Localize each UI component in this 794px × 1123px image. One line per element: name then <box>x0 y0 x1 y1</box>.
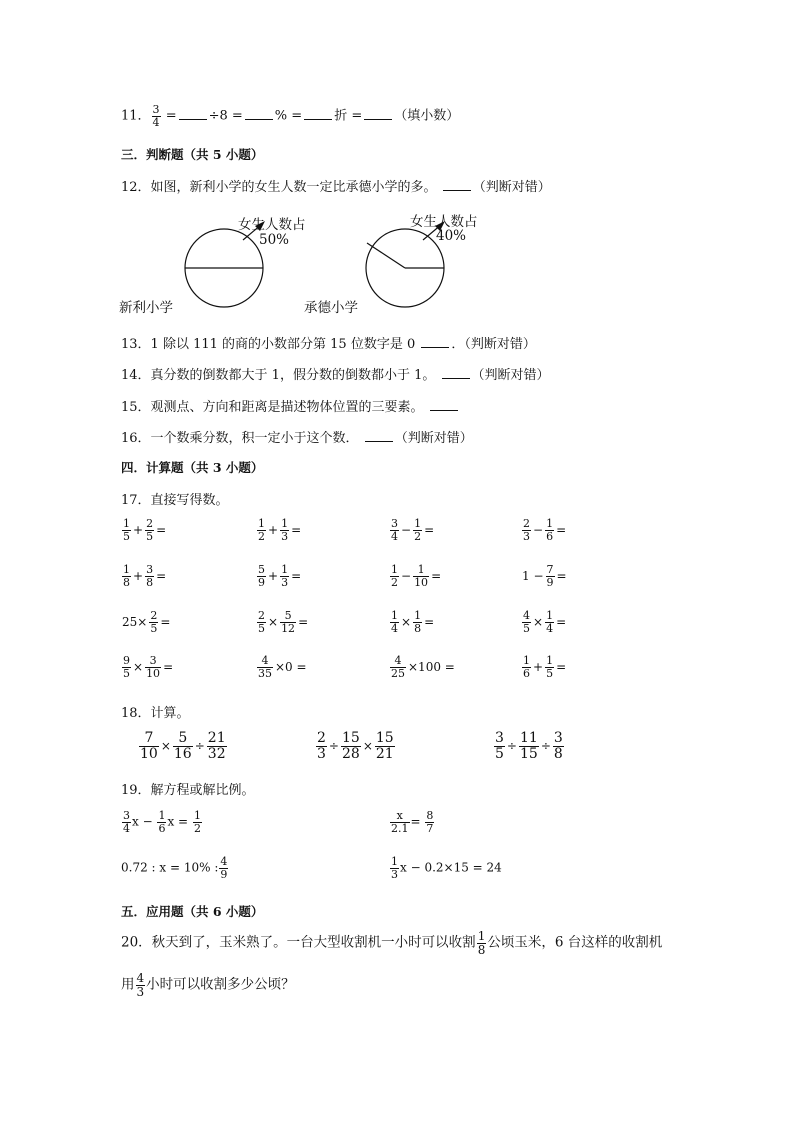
question-12: 12．如图，新利小学的女生人数一定比承德小学的多。 （判断对错） <box>121 180 551 195</box>
answer-blank <box>364 109 392 120</box>
fraction: $\frac{1}{6}$ <box>523 654 530 680</box>
fraction: $\frac{1}{3}$ <box>281 517 289 543</box>
answer-blank <box>304 109 332 120</box>
fraction: $\frac{21}{32}$ <box>207 730 226 763</box>
fraction: $\frac{7}{9}$ <box>546 563 554 589</box>
fraction: $\frac{11}{15}$ <box>519 730 538 763</box>
question-17: 17．直接写得数。 <box>121 493 229 508</box>
calc-item: $\frac{2}{5}$ × $\frac{5}{12}$ = <box>258 609 309 635</box>
fraction: $\frac{9}{5}$ <box>123 654 130 680</box>
pie2-label: 女生人数占 <box>410 214 478 230</box>
fraction: $\frac{1}{5}$ <box>546 654 554 680</box>
fraction: $\frac{2}{3}$ <box>523 517 530 543</box>
equation-b: $\frac{x}{2.1}$ = $\frac{8}{7}$ <box>391 809 434 835</box>
fraction: $\frac{1}{2}$ <box>414 517 422 543</box>
pie1-label: 女生人数占 <box>238 217 306 233</box>
question-14: 14．真分数的倒数都大于 1，假分数的倒数都小于 1。 （判断对错） <box>121 368 550 383</box>
equation-a: $\frac{3}{4}$ x − $\frac{1}{6}$ x = $\frac{1}{2}$ <box>123 809 201 835</box>
pie1-percent: 50% <box>259 232 290 248</box>
calc-item: $\frac{1}{2}$ + $\frac{1}{3}$ = <box>258 517 302 543</box>
answer-blank <box>179 109 207 120</box>
section-heading-5: 五．应用题（共 6 小题） <box>121 904 264 919</box>
calc-item: 1 − $\frac{7}{9}$ = <box>522 563 567 589</box>
fraction: $\frac{4}{5}$ <box>523 609 530 635</box>
calc-item: $\frac{1}{2}$ − $\frac{1}{10}$ = <box>391 563 442 589</box>
fraction: $\frac{1}{6}$ <box>546 517 554 543</box>
fraction: $\frac{1}{2}$ <box>391 563 398 589</box>
calc-item: 25× $\frac{2}{5}$ = <box>122 609 171 635</box>
fraction: $\frac{3}{5}$ <box>495 730 504 763</box>
calc-item: $\frac{5}{9}$ + $\frac{1}{3}$ = <box>258 563 302 589</box>
fraction: $\frac{3}{4}$ <box>152 103 160 129</box>
fraction: $\frac{3}{10}$ <box>146 654 161 680</box>
fraction: $\frac{3}{8}$ <box>553 730 563 763</box>
calc-expression-3: $\frac{3}{5}$ ÷ $\frac{11}{15}$ ÷ $\frac{3}{8}$ <box>495 730 563 763</box>
question-11: 11． $\frac{3}{4}$ = ÷8 = % = 折 = （填小数） <box>121 103 460 129</box>
fraction: $\frac{3}{8}$ <box>146 563 154 589</box>
fraction: $\frac{5}{9}$ <box>258 563 265 589</box>
fraction: $\frac{4}{35}$ <box>258 654 272 680</box>
equation-d: $\frac{1}{3}$ x − 0.2×15 = 24 <box>391 855 502 881</box>
fraction: $\frac{2}{3}$ <box>317 730 326 763</box>
fraction: $\frac{3}{4}$ <box>391 517 398 543</box>
calc-item: $\frac{4}{5}$ × $\frac{1}{4}$ = <box>523 609 567 635</box>
equation-c: 0.72 : x = 10% : $\frac{4}{9}$ <box>121 855 228 881</box>
calc-item: $\frac{1}{4}$ × $\frac{1}{8}$ = <box>391 609 435 635</box>
fraction: $\frac{1}{10}$ <box>414 563 429 589</box>
fraction: $\frac{7}{10}$ <box>140 730 158 763</box>
fraction: $\frac{1}{3}$ <box>281 563 289 589</box>
calc-expression-2: $\frac{2}{3}$ ÷ $\frac{15}{28}$ × $\frac{15}{21}$ <box>317 730 394 763</box>
question-13: 13．1 除以 111 的商的小数部分第 15 位数字是 0 ．（判断对错） <box>121 337 536 352</box>
question-20-line1: 20．秋天到了，玉米熟了。一台大型收割机一小时可以收割 $\frac{1}{8}$ 公顷玉米，6 台这样的收割机 <box>121 929 663 957</box>
fraction: $\frac{15}{21}$ <box>375 730 394 763</box>
fraction: $\frac{1}{4}$ <box>391 609 398 635</box>
calc-item: $\frac{2}{3}$ − $\frac{1}{6}$ = <box>523 517 567 543</box>
section-heading-3: 三．判断题（共 5 小题） <box>121 147 264 162</box>
question-16: 16．一个数乘分数，积一定小于这个数． （判断对错） <box>121 431 473 446</box>
pie2-school: 承德小学 <box>304 300 358 316</box>
question-19: 19．解方程或解比例。 <box>121 783 255 798</box>
fraction: $\frac{15}{28}$ <box>341 730 360 763</box>
fraction: $\frac{5}{12}$ <box>281 609 296 635</box>
calc-item: $\frac{1}{6}$ + $\frac{1}{5}$ = <box>523 654 567 680</box>
fraction: $\frac{1}{5}$ <box>123 517 130 543</box>
calc-item: $\frac{3}{4}$ − $\frac{1}{2}$ = <box>391 517 435 543</box>
answer-blank <box>443 180 471 191</box>
pie2-percent: 40% <box>436 228 467 244</box>
fraction: $\frac{1}{8}$ <box>123 563 130 589</box>
fraction: $\frac{2}{5}$ <box>258 609 265 635</box>
answer-blank <box>442 368 470 379</box>
fraction: $\frac{2}{5}$ <box>146 517 154 543</box>
calc-expression-1: $\frac{7}{10}$ × $\frac{5}{16}$ ÷ $\frac{21}{32}$ <box>140 730 226 763</box>
pie1-school: 新利小学 <box>119 300 173 316</box>
question-number: 11． <box>121 108 151 124</box>
section-heading-4: 四．计算题（共 3 小题） <box>121 460 264 475</box>
fraction: $\frac{1}{2}$ <box>258 517 265 543</box>
pie-chengde-divider-1 <box>367 243 405 268</box>
question-18: 18．计算。 <box>121 706 190 721</box>
fraction: $\frac{1}{8}$ <box>414 609 422 635</box>
question-15: 15．观测点、方向和距离是描述物体位置的三要素。 <box>121 396 460 415</box>
calc-item: $\frac{1}{5}$ + $\frac{2}{5}$ = <box>123 517 167 543</box>
question-20-line2: 用 $\frac{4}{3}$ 小时可以收割多少公顷？ <box>121 971 295 999</box>
calc-item: $\frac{4}{25}$ ×100 = <box>391 654 455 680</box>
fraction: $\frac{4}{25}$ <box>391 654 405 680</box>
fraction: $\frac{2}{5}$ <box>150 609 158 635</box>
answer-blank <box>245 109 273 120</box>
answer-blank <box>365 431 393 442</box>
calc-item: $\frac{4}{35}$ ×0 = <box>258 654 307 680</box>
calc-item: $\frac{9}{5}$ × $\frac{3}{10}$ = <box>123 654 174 680</box>
answer-blank <box>430 400 458 411</box>
fraction: $\frac{5}{16}$ <box>173 730 192 763</box>
answer-blank <box>421 337 449 348</box>
calc-item: $\frac{1}{8}$ + $\frac{3}{8}$ = <box>123 563 167 589</box>
fraction: $\frac{1}{4}$ <box>546 609 554 635</box>
